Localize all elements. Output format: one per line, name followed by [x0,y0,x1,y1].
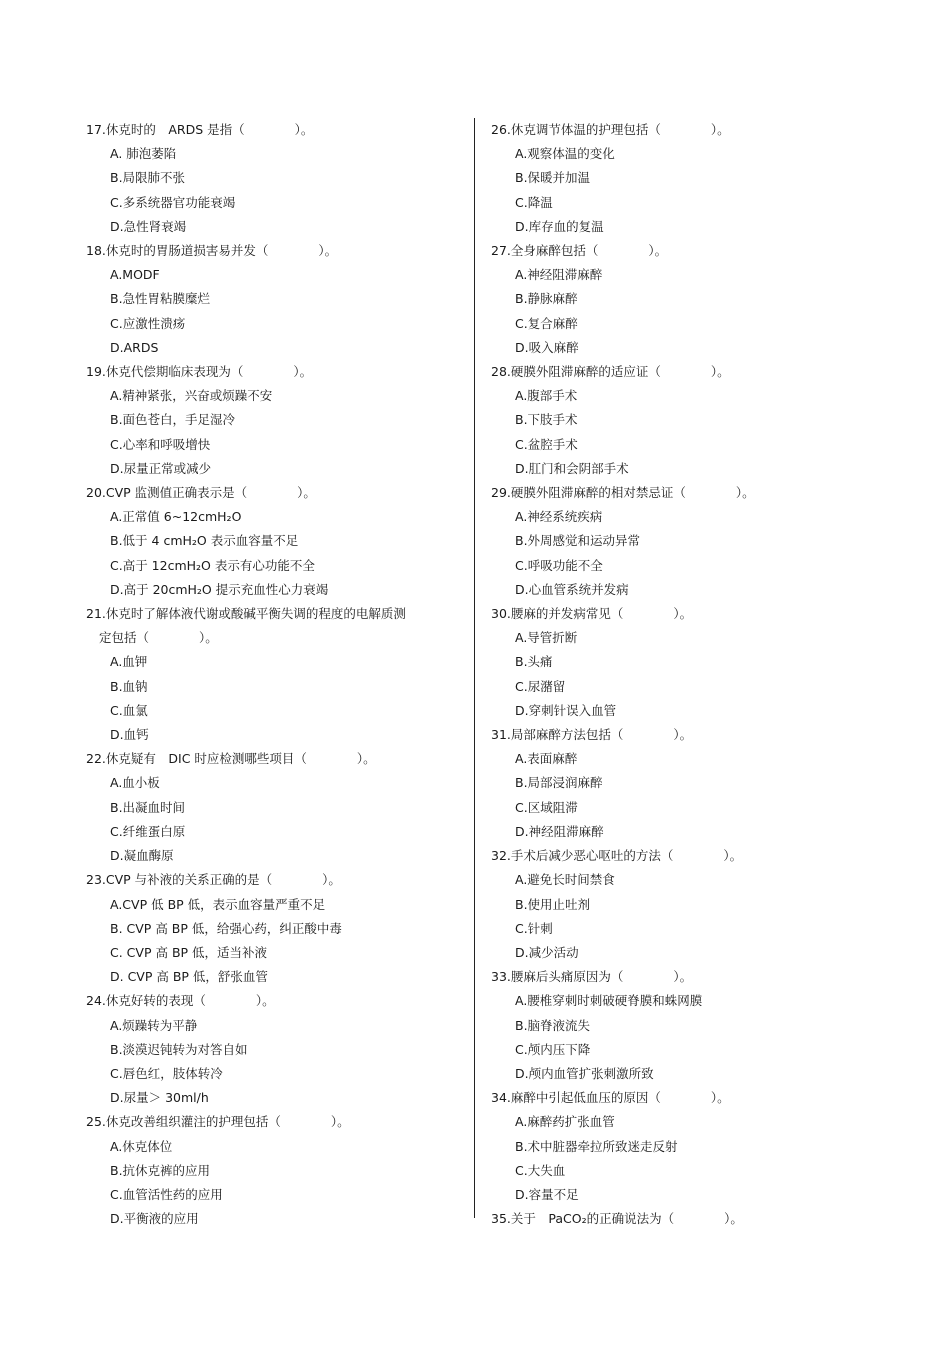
answer-option: D.凝血酶原 [110,848,174,864]
answer-option: D.心血管系统并发病 [515,581,629,597]
column-divider [474,118,475,1218]
left-column [86,118,466,1231]
answer-option: B.淡漠迟钝转为对答自如 [110,1041,248,1057]
answer-option: A.精神紧张，兴奋或烦躁不安 [110,388,273,404]
answer-option: A.麻醉药扩张血管 [515,1114,615,1130]
question-text: 21.休克时了解体液代谢或酸碱平衡失调的程度的电解质测 [86,606,406,622]
answer-option: C. CVP 高 BP 低，适当补液 [110,944,268,960]
question-text: 30.腰麻的并发病常见（ ）。 [491,606,693,622]
answer-option: D.急性肾衰竭 [110,218,187,234]
right-column [491,118,911,1231]
answer-option: B.急性胃粘膜糜烂 [110,291,211,307]
answer-option: B.血钠 [110,678,148,694]
question-text: 24.休克好转的表现（ ）。 [86,993,275,1009]
answer-option: D.颅内血管扩张刺激所致 [515,1065,654,1081]
answer-option: B.低于 4 cmH₂O 表示血容量不足 [110,533,299,549]
answer-option: D. CVP 高 BP 低，舒张血管 [110,969,268,985]
answer-option: A.正常值 6~12cmH₂O [110,509,242,525]
question-text: 32.手术后减少恶心呕吐的方法（ ）。 [491,848,743,864]
question-text: 18.休克时的胃肠道损害易并发（ ）。 [86,243,338,259]
answer-option: B.头痛 [515,654,553,670]
answer-option: D.ARDS [110,339,159,355]
answer-option: D.库存血的复温 [515,218,604,234]
answer-option: B.局部浸润麻醉 [515,775,603,791]
answer-option: A.神经系统疾病 [515,509,603,525]
question-text-continued: 定包括（ ）。 [99,630,218,646]
question-text: 19.休克代偿期临床表现为（ ）。 [86,364,313,380]
answer-option: B.术中脏器牵拉所致迷走反射 [515,1138,678,1154]
question-text: 22.休克疑有 DIC 时应检测哪些项目（ ）。 [86,751,376,767]
question-text: 28.硬膜外阻滞麻醉的适应证（ ）。 [491,364,730,380]
answer-option: C.区域阻滞 [515,799,578,815]
answer-option: A.休克体位 [110,1138,173,1154]
answer-option: A.表面麻醉 [515,751,578,767]
answer-option: D.减少活动 [515,944,579,960]
answer-option: D.平衡液的应用 [110,1211,199,1227]
answer-option: B.局限肺不张 [110,170,186,186]
question-text: 20.CVP 监测值正确表示是（ ）。 [86,485,316,501]
answer-option: A.腹部手术 [515,388,578,404]
answer-option: B.抗休克裤的应用 [110,1162,211,1178]
answer-option: C.唇色红，肢体转冷 [110,1065,223,1081]
answer-option: C.大失血 [515,1162,566,1178]
question-text: 34.麻醉中引起低血压的原因（ ）。 [491,1090,730,1106]
answer-option: C.纤维蛋白原 [110,823,186,839]
answer-option: B.下肢手术 [515,412,578,428]
answer-option: B.出凝血时间 [110,799,186,815]
question-text: 31.局部麻醉方法包括（ ）。 [491,727,693,743]
answer-option: C.血氯 [110,702,148,718]
question-text: 29.硬膜外阻滞麻醉的相对禁忌证（ ）。 [491,485,755,501]
question-text: 25.休克改善组织灌注的护理包括（ ）。 [86,1114,350,1130]
answer-option: B.外周感觉和运动异常 [515,533,641,549]
answer-option: A.血钾 [110,654,148,670]
question-text: 17.休克时的 ARDS 是指（ ）。 [86,122,314,137]
question-text: 26.休克调节体温的护理包括（ ）。 [491,122,730,137]
answer-option: D.吸入麻醉 [515,339,579,355]
answer-option: C.盆腔手术 [515,436,578,452]
answer-option: A.导管折断 [515,630,578,646]
answer-option: D.肛门和会阴部手术 [515,460,629,476]
answer-option: C.高于 12cmH₂O 表示有心功能不全 [110,557,315,573]
answer-option: D.尿量正常或减少 [110,460,212,476]
question-text: 33.腰麻后头痛原因为（ ）。 [491,969,693,985]
answer-option: C.心率和呼吸增快 [110,436,211,452]
answer-option: D.神经阻滞麻醉 [515,823,604,839]
answer-option: C.多系统器官功能衰竭 [110,194,236,210]
answer-option: B.面色苍白，手足湿冷 [110,412,236,428]
answer-option: A.血小板 [110,775,160,791]
answer-option: C.颅内压下降 [515,1041,591,1057]
question-text: 35.关于 PaCO₂的正确说法为（ ）。 [491,1211,743,1227]
answer-option: C.血管活性药的应用 [110,1186,223,1202]
answer-option: A.腰椎穿刺时刺破硬脊膜和蛛网膜 [515,993,703,1009]
answer-option: C.呼吸功能不全 [515,557,603,573]
question-text: 27.全身麻醉包括（ ）。 [491,243,668,259]
answer-option: C.针刺 [515,920,553,936]
answer-option: A.MODF [110,267,160,283]
answer-option: A.烦躁转为平静 [110,1017,198,1033]
answer-option: D.血钙 [110,727,149,743]
answer-option: C.降温 [515,194,553,210]
answer-option: C.应激性溃疡 [110,315,186,331]
answer-option: C.复合麻醉 [515,315,578,331]
answer-option: A.神经阻滞麻醉 [515,267,603,283]
answer-option: C.尿潴留 [515,678,566,694]
answer-option: B.使用止吐剂 [515,896,591,912]
answer-option: B.静脉麻醉 [515,291,578,307]
answer-option: D.容量不足 [515,1186,579,1202]
answer-option: B.脑脊液流失 [515,1017,591,1033]
answer-option: A.避免长时间禁食 [515,872,615,888]
answer-option: D.高于 20cmH₂O 提示充血性心力衰竭 [110,581,329,597]
answer-option: D.穿刺针误入血管 [515,702,617,718]
answer-option: A.CVP 低 BP 低，表示血容量严重不足 [110,896,326,912]
answer-option: B. CVP 高 BP 低，给强心药，纠正酸中毒 [110,920,342,936]
answer-option: D.尿量＞ 30ml/h [110,1090,209,1106]
question-text: 23.CVP 与补液的关系正确的是（ ）。 [86,872,341,888]
answer-option: A.观察体温的变化 [515,146,615,162]
answer-option: B.保暖并加温 [515,170,591,186]
answer-option: A. 肺泡萎陷 [110,146,177,162]
